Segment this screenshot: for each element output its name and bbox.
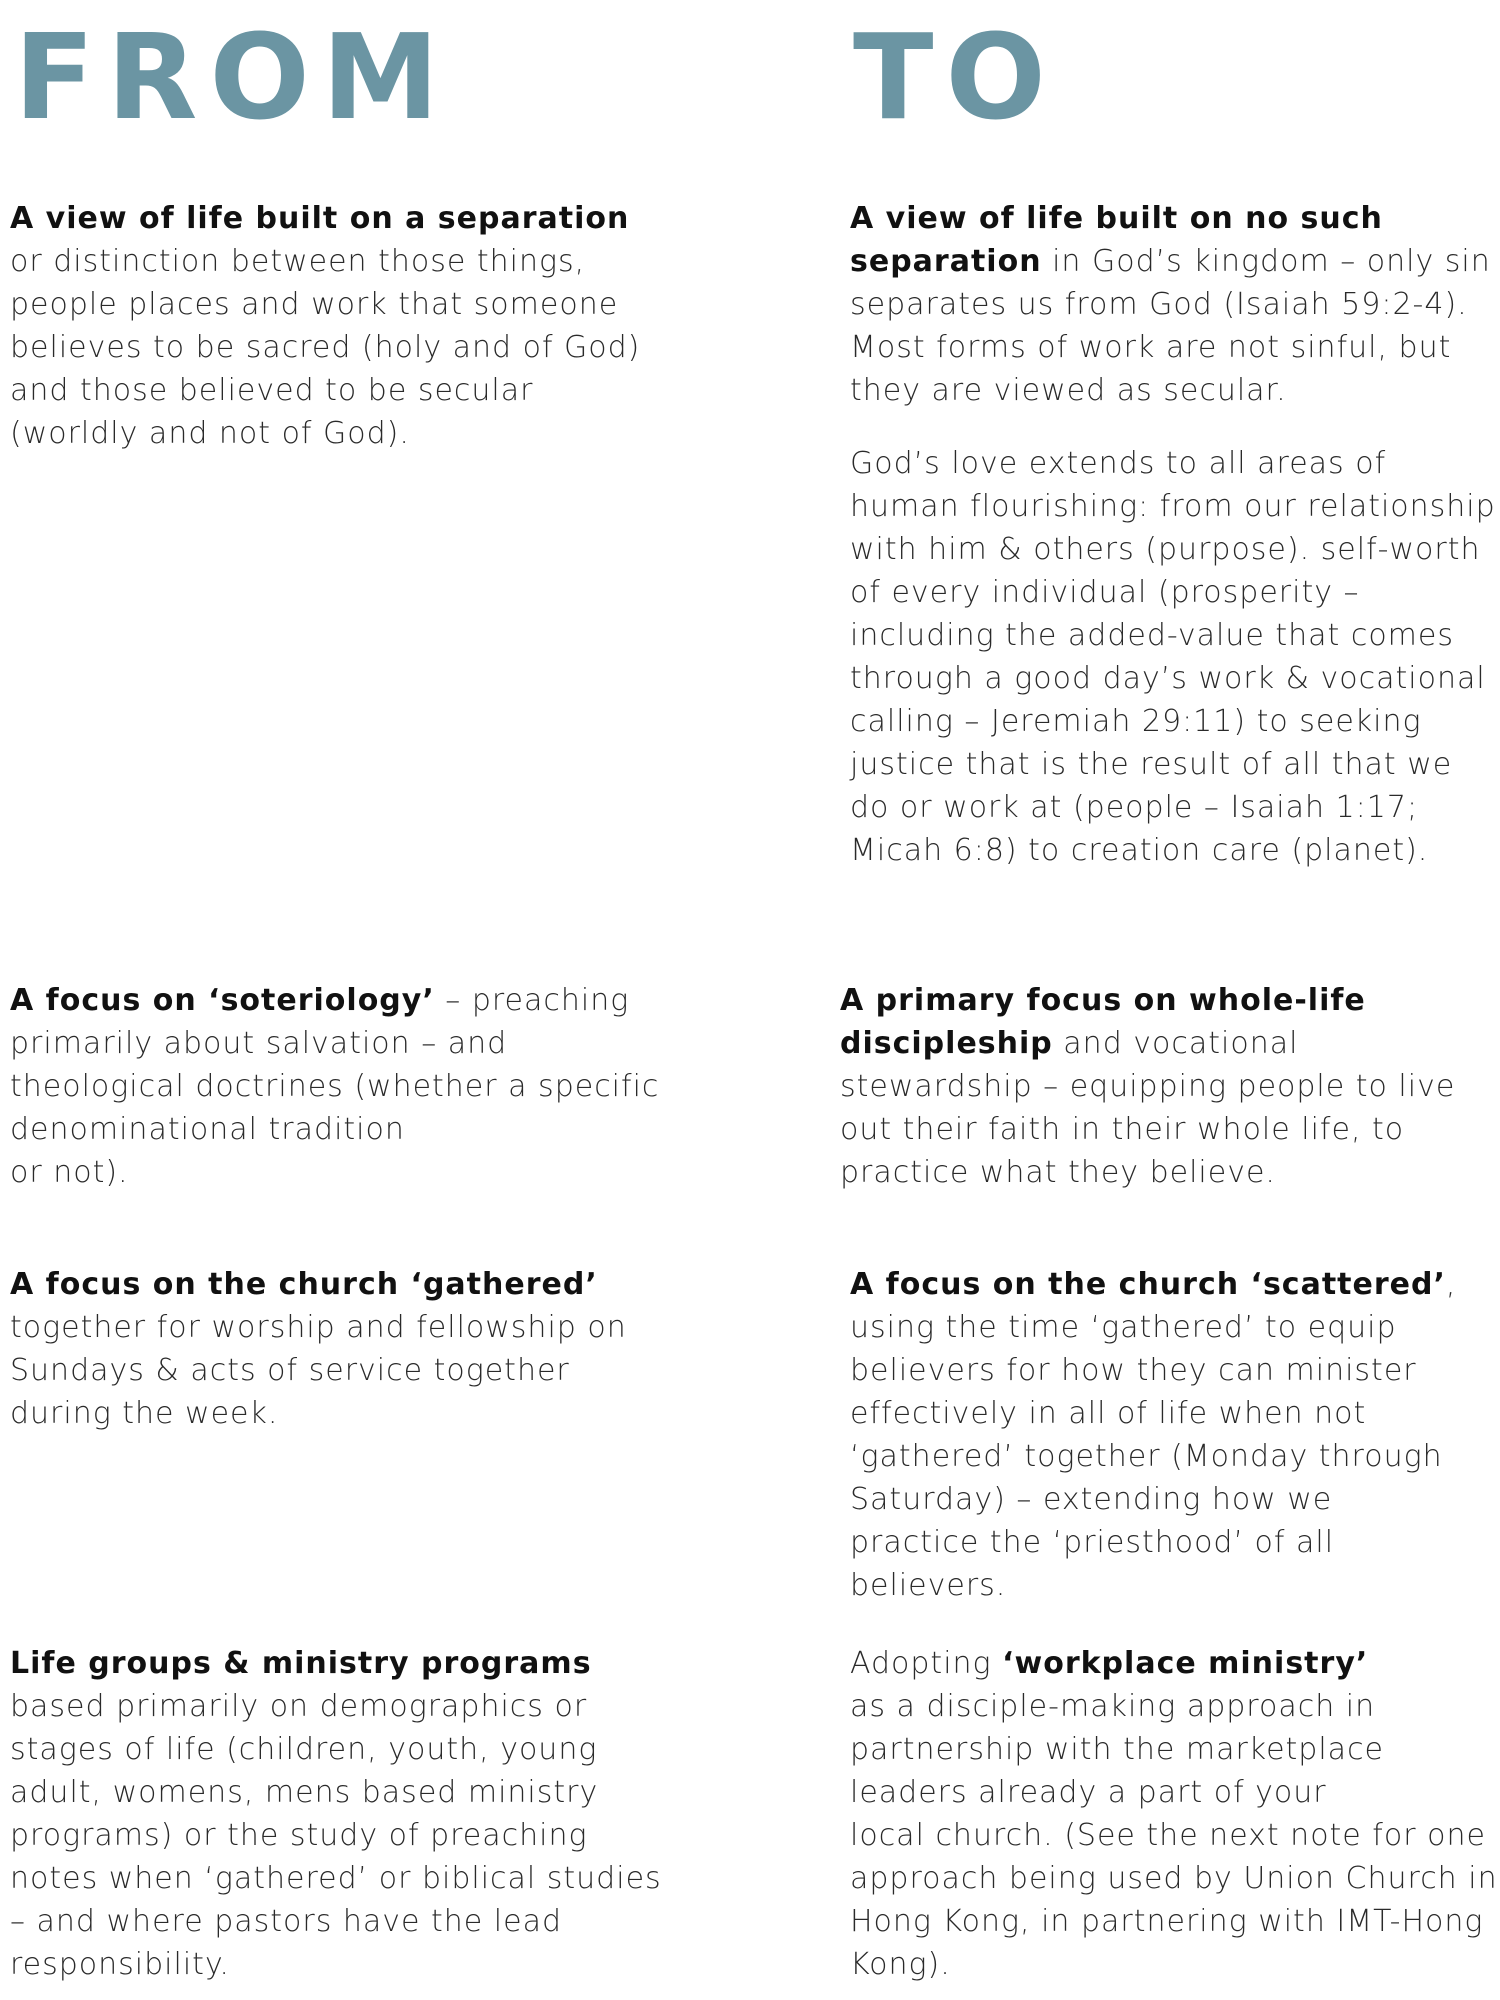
from-block-4 bbox=[10, 1642, 675, 1986]
to-block-3 bbox=[850, 1263, 1470, 1607]
from-block-3 bbox=[10, 1263, 650, 1435]
to-block-3-comma: , bbox=[1445, 1267, 1457, 1302]
to-block-2-text: and vocational stewardship – equipping people to live out their faith in their whole life, to practice what they believe. bbox=[840, 1026, 1456, 1190]
to-block-4-text: as a disciple-making approach in partnership with the marketplace leaders already a part of your bbox=[850, 1689, 1385, 1810]
from-block-3-bold: A focus on the church ‘gathered’ bbox=[10, 1267, 598, 1302]
from-block-4-paragraph bbox=[10, 1642, 675, 1986]
from-block-4-text: based primarily on demographics or stages of life (children, youth, young adult, womens, mens based ministry programs) or the study of preaching notes when ‘gathered’ or biblical studies – and where pastors have the lead responsibility. bbox=[10, 1689, 662, 1982]
to-block-4-lead: Adopting bbox=[850, 1646, 1003, 1681]
to-block-3-text: using the time ‘gathered’ to equip believers for how they can minister effectively in all of life when not ‘gathered’ together (Monday through Saturday) – extending how we practice the ‘priesthood’ of all believers. bbox=[850, 1310, 1443, 1603]
from-block-3-text: together for worship and fellowship on Sundays & acts of service together during the week. bbox=[10, 1310, 627, 1431]
to-block-1-bold: A view of life built on no such separation bbox=[850, 201, 1383, 279]
to-block-1-paragraph bbox=[850, 197, 1500, 412]
to-block-1 bbox=[850, 197, 1500, 872]
heading-from: FROM bbox=[14, 8, 452, 146]
to-block-4-bold: ‘workplace ministry’ bbox=[1002, 1646, 1369, 1681]
from-block-2 bbox=[10, 979, 675, 1194]
to-block-4-paragraph bbox=[850, 1642, 1500, 1986]
to-block-4-text-2: local church. (See the next note for one approach being used by Union Church in Hong Kong, in partnering with IMT-Hong Kong). bbox=[850, 1818, 1498, 1982]
to-block-1-paragraph-2: God’s love extends to all areas of human flourishing: from our relationship with him & others (purpose). self-worth of every individual (prosperity – including the added-value that comes through a good day’s work & vocational calling – Jeremiah 29:11) to seeking justice that is the result of all that we do or work at (people – Isaiah 1:17; Micah 6:8) to creation care (planet). bbox=[850, 446, 1496, 868]
from-block-2-paragraph bbox=[10, 979, 675, 1194]
to-block-4 bbox=[850, 1642, 1500, 1986]
to-block-2-paragraph bbox=[840, 979, 1500, 1194]
to-block-1-text: in God’s kingdom – only sin separates us from God (Isaiah 59:2-4). Most forms of work are not sinful, but they are viewed as secular. bbox=[850, 244, 1491, 408]
from-block-1-bold: A view of life built on a separation bbox=[10, 201, 630, 236]
to-block-3-bold: A focus on the church ‘scattered’ bbox=[850, 1267, 1446, 1302]
from-block-2-bold: A focus on ‘soteriology’ bbox=[10, 983, 435, 1018]
from-block-2-text-2: or not). bbox=[10, 1155, 129, 1190]
to-block-3-paragraph bbox=[850, 1263, 1470, 1607]
to-block-2-bold: A primary focus on whole-life discipleship bbox=[840, 983, 1366, 1061]
from-block-1-text: or distinction between those things, people places and work that someone believes to be sacred (holy and of God) and those believed to be secular (worldly and not of God). bbox=[10, 244, 641, 451]
heading-to: TO bbox=[853, 8, 1058, 146]
from-block-3-paragraph bbox=[10, 1263, 650, 1435]
from-block-1 bbox=[10, 197, 650, 455]
from-block-2-text: – preaching primarily about salvation – and theological doctrines (whether a specific denominational tradition bbox=[10, 983, 660, 1147]
to-block-2 bbox=[840, 979, 1500, 1194]
from-block-4-bold: Life groups & ministry programs bbox=[10, 1646, 592, 1681]
from-block-1-paragraph bbox=[10, 197, 650, 455]
